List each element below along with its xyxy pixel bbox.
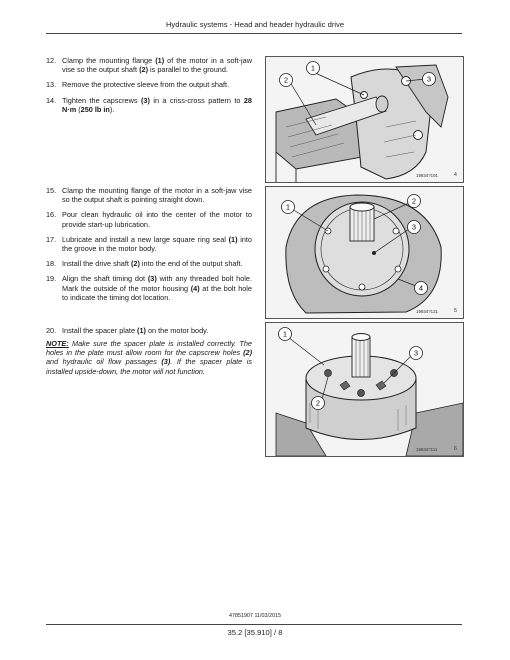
text-run: Pour clean hydraulic oil into the center of the motor to provide start-up lubrication. [62,210,252,229]
text-run: in a criss-cross pattern to [149,95,244,105]
figure-number: 6 [454,446,457,452]
callout-label: 4 [418,283,424,293]
bold-reference: (1) [228,234,238,244]
text-run: and hydraulic oil flow passages [46,357,162,367]
text-run: is parallel to the ground. [148,65,228,75]
bold-reference: (3) [147,274,157,284]
figure-6 [265,322,464,457]
callout-label: 1 [310,63,316,73]
step-group-b [46,186,252,308]
step-number: 14. [46,95,57,105]
procedure-step [46,274,252,302]
bold-reference: 250 lb in [80,104,110,114]
bold-reference: (1) [155,56,165,65]
motor-flange-clamped-illustration [266,57,463,182]
text-run: . If the spacer plate is installed upside-down, the motor will not function. [46,357,252,376]
document-reference: 47851907 11/03/2015 [228,613,282,619]
figure-id: 19934?111 [416,447,438,452]
procedure-step [46,259,252,268]
text-run: on the motor body. [145,326,209,335]
running-header: Hydraulic systems - Head and header hydraulic drive [165,20,345,29]
text-run: Make sure the spacer plate is installed correctly. The holes in the plate must allow room for the capscrew holes [46,339,252,358]
procedure-step [46,326,252,335]
callout-label: 2 [411,196,417,206]
text-run: at the bolt hole to indicate the timing dot location. [62,283,252,302]
step-number: 16. [46,210,57,220]
figure-5 [265,186,464,319]
bold-reference: (3) [161,357,171,367]
figure-4 [265,56,464,183]
bold-reference: (1) [137,326,146,335]
text-run: ( [76,104,81,114]
procedure-step [46,56,252,74]
spacer-plate-installed-illustration [266,323,463,456]
step-number: 15. [46,186,57,195]
text-run: Align the shaft timing dot [62,274,148,284]
figure-id: 19934?131 [416,309,438,314]
callout-label: 3 [426,74,432,84]
text-run: ). [109,104,115,114]
figure-number: 4 [454,172,457,178]
text-run: Remove the protective sleeve from the output shaft. [62,80,230,90]
step-group-a [46,56,252,120]
header-rule [46,33,462,34]
text-run: into the groove in the motor body. [62,234,252,254]
step-number: 13. [46,80,57,90]
bold-reference: (4) [190,283,200,293]
text-run: Clamp the mounting flange of the motor in a soft-jaw vise so the output shaft is pointing straight down. [62,186,252,205]
text-run: Install the drive shaft [62,259,131,269]
step-number: 18. [46,259,57,269]
procedure-step [46,210,252,228]
callout-label: 1 [282,329,288,339]
procedure-step [46,235,252,253]
text-run: Lubricate and install a new large square ring seal [62,234,229,244]
step-number: 20. [46,326,57,335]
text-run: Install the spacer plate [62,326,138,335]
step-number: 12. [46,56,57,65]
text-run: Clamp the mounting flange [62,56,156,65]
callout-label: 2 [315,398,321,408]
procedure-step [46,96,252,114]
callout-label: 1 [285,202,291,212]
figure-number: 5 [454,308,457,314]
bold-reference: (2) [130,259,140,269]
text-run: of the motor in a soft-jaw vise so the output shaft [62,56,252,75]
step-number: 19. [46,274,57,284]
text-run: into the end of the output shaft. [139,259,243,269]
text-run: Tighten the capscrews [62,95,141,105]
procedure-step [46,186,252,204]
bold-reference: (2) [139,65,148,75]
page-number: 35.2 [35.910] / 8 [227,628,283,637]
note-body [46,339,252,376]
figure-id: 19934?191 [416,173,438,178]
procedure-step [46,80,252,89]
text-run: with any threaded bolt hole. Mark the outside of the motor housing [62,274,252,293]
drive-shaft-timing-illustration [266,187,463,318]
note-label: NOTE: [46,339,69,348]
bold-reference: (2) [243,348,252,358]
caution-note [46,339,252,376]
bold-reference: 28 N·m [62,95,252,114]
callout-label: 3 [411,222,417,232]
callout-label: 3 [413,348,419,358]
step-number: 17. [46,234,57,244]
footer-rule [46,624,462,625]
callout-label: 2 [283,75,289,85]
bold-reference: (3) [140,95,150,105]
